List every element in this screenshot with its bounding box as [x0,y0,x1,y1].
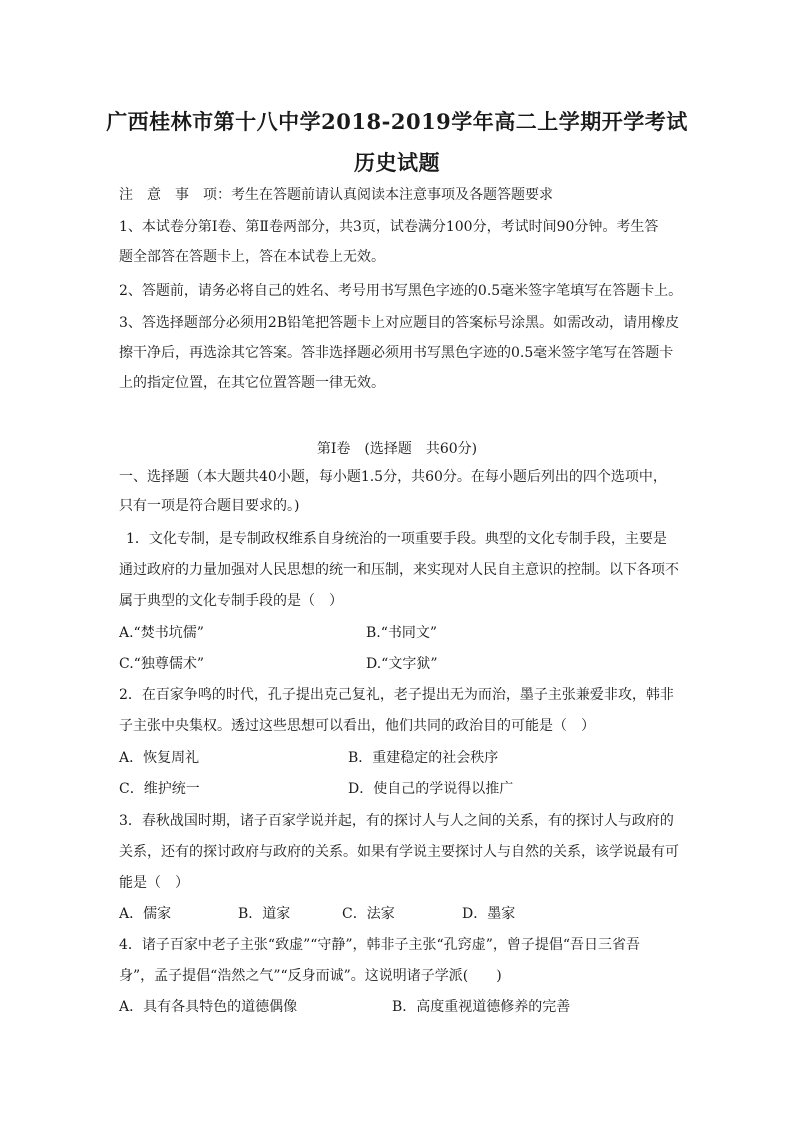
exam-subject: 历史试题 [354,150,440,175]
question-2-option-b: B．重建稳定的社会秩序 [348,750,499,766]
question-3-stem: 3．春秋战国时期，诸子百家学说并起，有的探讨人与人之间的关系，有的探讨人与政府的 [119,813,674,829]
question-3-option-a: A．儒家 [119,906,172,922]
notice-item-1: 1、本试卷分第Ⅰ卷、第Ⅱ卷两部分，共3页，试卷满分100分，考试时间90分钟。考生答 [119,219,659,235]
question-3-option-c: C．法家 [342,906,395,922]
question-2-option-a: A．恢复周礼 [119,750,200,766]
notice-item-3-cont: 擦干净后，再选涂其它答案。答非选择题必须用书写黑色字迹的0.5毫米签字笔写在答题卡 [119,345,674,361]
question-4-stem-cont: 身”，孟子提倡“浩然之气”“反身而诚”。这说明诸子学派( ) [119,968,502,984]
question-4-stem: 4．诸子百家中老子主张“致虚”“守静”，韩非子主张“孔窍虚”，曾子提倡“吾日三省吾 [119,937,641,953]
question-3-stem-cont2: 能是（ ） [119,875,189,891]
question-1-option-a: A.“焚书坑儒” [119,625,204,641]
question-2-option-d: D．使自己的学说得以推广 [348,781,514,797]
notice-item-3-cont2: 上的指定位置，在其它位置答题一律无效。 [119,375,385,391]
question-3-option-d: D．墨家 [462,906,516,922]
question-2-stem-cont: 子主张中央集权。透过这些思想可以看出，他们共同的政治目的可能是（ ） [119,718,595,734]
question-4-option-a: A．具有各具特色的道德偶像 [119,999,298,1015]
exam-title: 广西桂林市第十八中学2018-2019学年高二上学期开学考试 [106,109,688,134]
question-1-stem-cont2: 属于典型的文化专制手段的是（ ） [119,593,343,609]
notice-heading: 注 意 事 项：考生在答题前请认真阅读本注意事项及各题答题要求 [119,187,553,203]
question-1-option-b: B.“书同文” [366,625,438,641]
question-1-stem-cont: 通过政府的力量加强对人民思想的统一和压制，来实现对人民自主意识的控制。以下各项不 [119,562,679,578]
question-3-option-b: B．道家 [238,906,291,922]
section-heading: 第Ⅰ卷 (选择题 共60分) [316,441,478,457]
question-2-stem: 2．在百家争鸣的时代，孔子提出克己复礼，老子提出无为而治，墨子主张兼爱非攻，韩非 [119,687,674,703]
question-1-option-d: D.“文字狱” [366,656,438,672]
question-2-option-c: C．维护统一 [119,781,200,797]
question-3-stem-cont: 关系，还有的探讨政府与政府的关系。如果有学说主要探讨人与自然的关系，该学说最有可 [119,844,679,860]
section-instruction-cont: 只有一项是符合题目要求的。) [119,498,300,514]
question-1-stem: 1．文化专制，是专制政权维系自身统治的一项重要手段。典型的文化专制手段，主要是 [126,531,667,547]
notice-item-2: 2、答题前，请务必将自己的姓名、考号用书写黑色字迹的0.5毫米签字笔填写在答题卡上。 [119,283,683,299]
question-4-option-b: B．高度重视道德修养的完善 [392,999,571,1015]
notice-item-1-cont: 题全部答在答题卡上，答在本试卷上无效。 [119,249,385,265]
section-instruction: 一、选择题（本大题共40小题，每小题1.5分，共60分。在每小题后列出的四个选项中， [119,469,667,485]
question-1-option-c: C.“独尊儒术” [119,656,204,672]
notice-item-3: 3、答选择题部分必须用2B铅笔把答题卡上对应题目的答案标号涂黑。如需改动，请用橡皮 [119,315,680,331]
